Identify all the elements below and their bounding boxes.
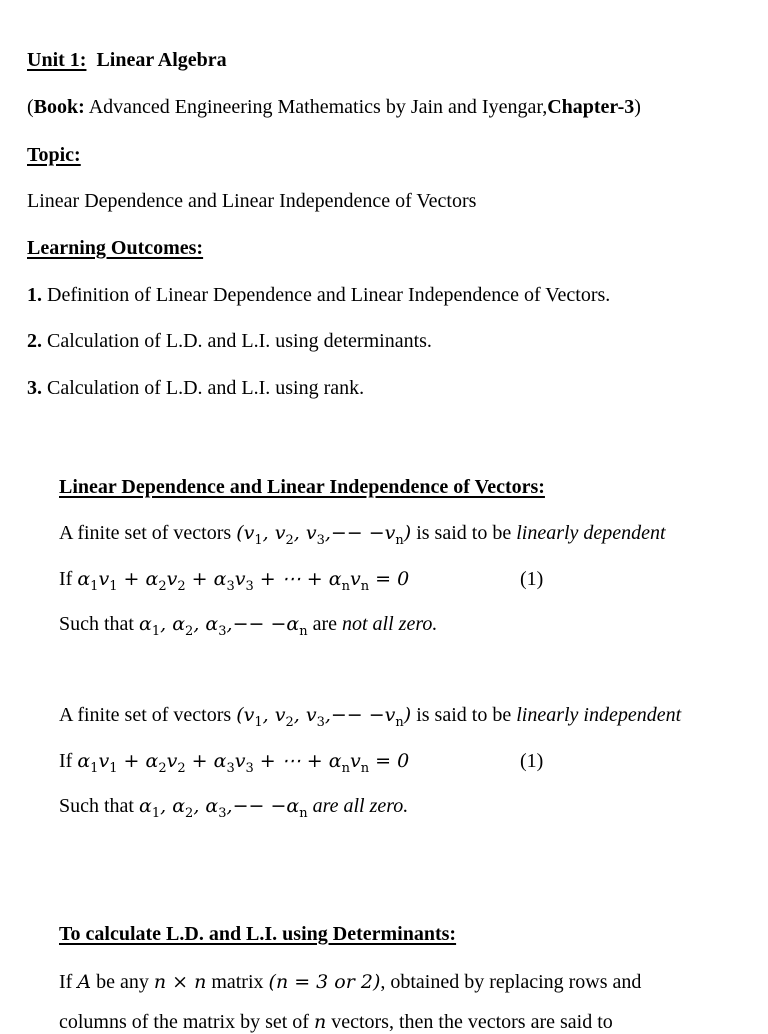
paragraph-text: be any — [96, 971, 149, 993]
outcome-number: 3. — [27, 377, 42, 399]
outcome-text: Calculation of L.D. and L.I. using rank. — [47, 377, 365, 399]
independent-definition — [59, 703, 681, 735]
book-text: Advanced Engineering Mathematics by Jain and Iyengar, — [88, 96, 548, 118]
outcome-item — [27, 283, 610, 307]
definition-lead: A finite set of vectors — [59, 704, 232, 726]
linear-combination-equation: $\alpha_1v_1 + \alpha_2v_2 + \alpha_3v_3$ + ⋯ + $\alpha_nv_n = 0$ — [77, 750, 410, 776]
such-that-label: Such that — [59, 613, 134, 635]
dependent-equation-line — [59, 567, 659, 599]
definition-lead: A finite set of vectors — [59, 522, 232, 544]
vector-set-formula: ($v_1$, $v_2$, $v_3,-- -v_n$) — [236, 704, 412, 730]
independent-condition — [59, 794, 408, 826]
unit-heading — [27, 48, 227, 72]
linear-combination-equation: $\alpha_1v_1 + \alpha_2v_2 + \alpha_3v_3$ + ⋯ + $\alpha_nv_n = 0$ — [77, 568, 410, 594]
independent-equation-line — [59, 749, 659, 781]
matrix-symbol: A — [77, 971, 92, 993]
outcome-number: 2. — [27, 330, 42, 352]
paragraph-text: obtained by replacing rows and — [390, 971, 642, 993]
outcome-item — [27, 376, 364, 400]
definition-tail: is said to be — [416, 522, 512, 544]
coefficient-list: $\alpha_1$, $\alpha_2$, $\alpha_3,-- -\alpha_n$ — [139, 795, 308, 821]
vector-count-symbol: n — [313, 1011, 327, 1033]
equation-number: (1) — [520, 568, 544, 590]
definition-term: linearly independent — [516, 704, 682, 726]
condition-text: are all zero. — [312, 795, 409, 817]
outcome-number: 1. — [27, 284, 42, 306]
determinants-paragraph-line-1: If A be any n × n matrix (n = 3 or 2), obtained by replacing rows and — [59, 971, 642, 993]
topic-label: Topic: — [27, 144, 81, 166]
if-label: If — [59, 568, 73, 590]
paragraph-text: matrix — [211, 971, 264, 993]
definition-term: linearly dependent — [516, 522, 666, 544]
such-that-label: Such that — [59, 795, 134, 817]
dependent-condition — [59, 612, 437, 644]
paragraph-text: columns of the matrix by set of — [59, 1011, 309, 1033]
topic-text: Linear Dependence and Linear Independence of Vectors — [27, 190, 477, 212]
vector-set-formula: ($v_1$, $v_2$, $v_3,-- -v_n$) — [236, 522, 412, 548]
coefficient-list: $\alpha_1$, $\alpha_2$, $\alpha_3,-- -\alpha_n$ — [139, 613, 308, 639]
section-heading-determinants: To calculate L.D. and L.I. using Determinants: — [59, 923, 457, 945]
paragraph-text: If — [59, 971, 73, 993]
book-reference: (Book: Advanced Engineering Mathematics by Jain and Iyengar,Chapter-3) — [27, 96, 641, 118]
outcomes-heading: Learning Outcomes: — [27, 237, 204, 259]
matrix-size-formula: n × n — [153, 971, 207, 993]
if-label: If — [59, 750, 73, 772]
unit-title: Linear Algebra — [96, 49, 227, 71]
section-heading-ld-li: Linear Dependence and Linear Independence of Vectors: — [59, 476, 545, 498]
book-label: Book: — [33, 96, 85, 118]
matrix-order-formula: (n = 3 or 2) — [268, 971, 381, 993]
chapter-label: Chapter-3 — [547, 96, 635, 118]
condition-text: not all zero. — [342, 613, 438, 635]
determinants-paragraph-line-2 — [59, 1010, 613, 1034]
unit-label: Unit 1: — [27, 49, 87, 71]
definition-tail: is said to be — [416, 704, 512, 726]
outcome-text: Calculation of L.D. and L.I. using determinants. — [47, 330, 432, 352]
outcome-item — [27, 329, 432, 353]
outcome-text: Definition of Linear Dependence and Linear Independence of Vectors. — [47, 284, 611, 306]
paragraph-text: vectors, then the vectors are said to — [331, 1011, 613, 1033]
are-label: are — [312, 613, 337, 635]
equation-number: (1) — [520, 750, 544, 772]
dependent-definition — [59, 521, 666, 553]
